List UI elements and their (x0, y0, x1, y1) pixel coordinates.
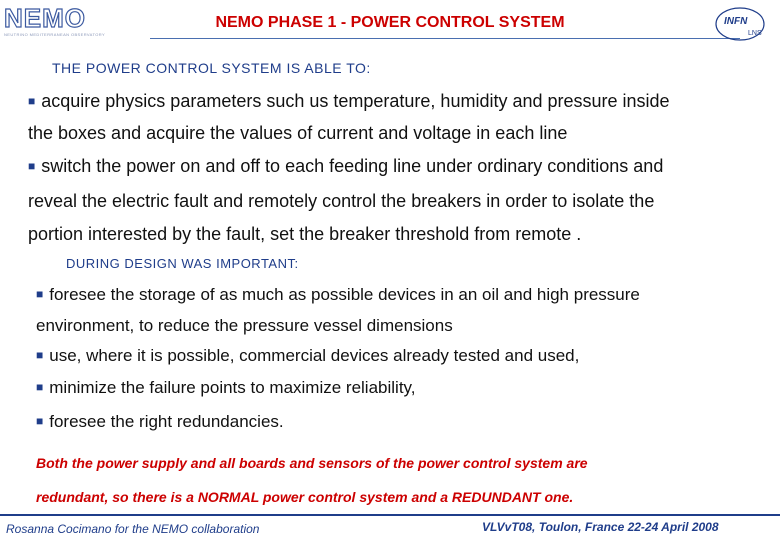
infn-lns-logo (712, 4, 772, 44)
section2-bullet-1 (36, 280, 776, 341)
bullet-text: switch the power on and off to each feeding line under ordinary conditions and (41, 156, 664, 176)
bullet-icon: ■ (28, 94, 36, 108)
bullet-text: use, where it is possible, commercial devices already tested and used, (49, 346, 580, 365)
infn-logo-text: INFN (724, 16, 748, 27)
page-title: NEMO PHASE 1 - POWER CONTROL SYSTEM (215, 14, 565, 31)
bullet-text: environment, to reduce the pressure vessel dimensions (36, 316, 453, 335)
bullet-icon: ■ (28, 159, 36, 173)
bullet-text: foresee the right redundancies. (49, 412, 284, 431)
infn-logo-graphic (712, 4, 772, 44)
section2-bullet-4 (36, 408, 776, 437)
section2-bullet-3 (36, 374, 776, 403)
bullet-icon: ■ (36, 348, 44, 362)
bullet-text: portion interested by the fault, set the breaker threshold from remote . (28, 224, 582, 244)
note-line: redundant, so there is a NORMAL power control system and a REDUNDANT one. (36, 489, 574, 505)
bullet-icon: ■ (36, 287, 44, 301)
bullet-text: acquire physics parameters such us temperature, humidity and pressure inside (41, 91, 670, 111)
bullet-text: the boxes and acquire the values of current and voltage in each line (28, 123, 568, 143)
footer-conference: VLVvT08, Toulon, France 22-24 April 2008 (482, 520, 719, 534)
section1-bullet-2 (28, 150, 773, 251)
section1-heading: THE POWER CONTROL SYSTEM IS ABLE TO: (52, 60, 371, 76)
bullet-icon: ■ (36, 414, 44, 428)
bullet-text: minimize the failure points to maximize reliability, (49, 378, 416, 397)
bullet-text: reveal the electric fault and remotely control the breakers in order to isolate the (28, 191, 655, 211)
footer-divider (0, 514, 780, 516)
note-line: Both the power supply and all boards and sensors of the power control system are (36, 455, 588, 471)
footer-author: Rosanna Cocimano for the NEMO collaboration (6, 522, 260, 536)
nemo-logo-wordmark: NEMO (4, 3, 86, 33)
lns-logo-text: LNS (748, 30, 762, 37)
nemo-logo (4, 3, 154, 38)
nemo-logo-subtitle: NEUTRINO MEDITERRANEAN OBSERVATORY (4, 32, 106, 37)
bullet-icon: ■ (36, 380, 44, 394)
title-divider (150, 38, 740, 39)
bullet-text: foresee the storage of as much as possible devices in an oil and high pressure (49, 285, 640, 304)
section2-heading: DURING DESIGN WAS IMPORTANT: (66, 256, 299, 271)
section2-bullet-2 (36, 342, 776, 371)
section1-bullet-1 (28, 86, 773, 148)
redundancy-note (36, 446, 776, 514)
